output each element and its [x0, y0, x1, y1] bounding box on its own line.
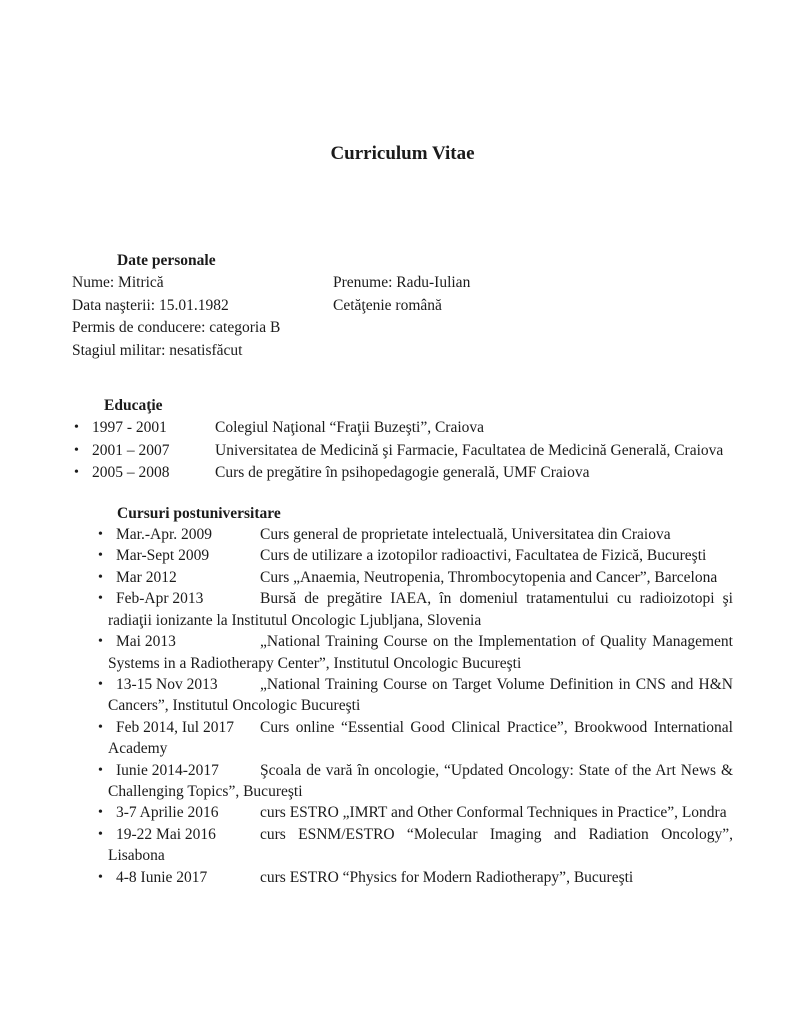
course-item — [98, 824, 733, 867]
section-heading-education: Educaţie — [104, 397, 163, 415]
item-date: Mar-Sept 2009 — [116, 547, 210, 565]
item-date: Feb-Apr 2013 — [116, 590, 204, 608]
education-list — [72, 417, 733, 484]
course-item — [98, 802, 733, 823]
item-description: Curs general de proprietate intelectuală, Universitatea din Craiova — [260, 526, 671, 544]
section-heading-courses: Cursuri postuniversitare — [117, 504, 281, 522]
bullet-icon: • — [98, 719, 103, 735]
item-description: Universitatea de Medicină şi Farmacie, Facultatea de Medicină Generală, Craiova — [215, 441, 724, 459]
item-date: 1997 - 2001 — [92, 419, 167, 437]
item-date: 19-22 Mai 2016 — [116, 825, 216, 843]
item-date: Iunie 2014-2017 — [116, 761, 219, 779]
personal-right-value — [333, 317, 733, 339]
course-item — [98, 567, 733, 588]
bullet-icon: • — [98, 805, 103, 821]
personal-left-value: Permis de conducere: categoria B — [72, 319, 281, 337]
bullet-icon: • — [74, 442, 79, 458]
education-item — [74, 417, 733, 439]
personal-row — [72, 295, 733, 317]
item-description: Colegiul Naţional “Fraţii Buzeşti”, Craiova — [215, 419, 485, 437]
item-date: Feb 2014, Iul 2017 — [116, 718, 234, 736]
education-item — [74, 440, 733, 462]
course-item — [98, 760, 733, 803]
item-description: curs ESNM/ESTRO “Molecular Imaging and Radiation Oncology”, Lisabona — [108, 825, 733, 865]
item-description: Şcoala de vară în oncologie, “Updated Oncology: State of the Art News & Challenging Topics”, Bucureşti — [108, 761, 733, 800]
personal-left-value: Nume: Mitrică — [72, 274, 164, 292]
bullet-icon: • — [98, 826, 103, 842]
personal-right-value — [333, 340, 733, 362]
item-date: 2005 – 2008 — [92, 464, 170, 482]
course-item — [98, 588, 733, 631]
course-item — [98, 674, 733, 717]
bullet-icon: • — [98, 762, 103, 778]
personal-left-value: Stagiul militar: nesatisfăcut — [72, 341, 243, 359]
bullet-icon: • — [98, 869, 103, 885]
item-description: Curs de pregătire în psihopedagogie generală, UMF Craiova — [215, 464, 590, 482]
bullet-icon: • — [98, 527, 103, 543]
item-description: Bursă de pregătire IAEA, în domeniul tratamentului cu radioizotopi şi radiaţii ionizante la Institutul Oncologic Ljubljana, Slovenia — [108, 590, 733, 629]
course-item — [98, 867, 733, 888]
item-date: Mar 2012 — [116, 568, 177, 586]
section-heading-personal: Date personale — [117, 252, 216, 269]
item-description: Curs online “Essential Good Clinical Practice”, Brookwood International Academy — [108, 718, 733, 758]
item-description: curs ESTRO “Physics for Modern Radiotherapy”, Bucureşti — [260, 868, 634, 886]
bullet-icon: • — [74, 420, 79, 436]
course-item — [98, 631, 733, 674]
item-date: Mai 2013 — [116, 633, 176, 651]
item-date: 2001 – 2007 — [92, 441, 170, 459]
bullet-icon: • — [98, 569, 103, 585]
personal-rows — [72, 272, 733, 362]
personal-row — [72, 272, 733, 294]
course-item — [98, 545, 733, 566]
personal-row — [72, 317, 733, 339]
personal-right-value: Prenume: Radu-Iulian — [333, 274, 471, 292]
course-item — [98, 524, 733, 545]
bullet-icon: • — [98, 676, 103, 692]
page-content — [0, 143, 791, 888]
courses-list — [72, 524, 733, 888]
bullet-icon: • — [98, 634, 103, 650]
personal-right-value: Cetăţenie română — [333, 296, 442, 314]
document-title: Curriculum Vitae — [330, 143, 475, 164]
item-date: 4-8 Iunie 2017 — [116, 868, 208, 886]
item-date: 13-15 Nov 2013 — [116, 675, 218, 693]
item-date: 3-7 Aprilie 2016 — [116, 804, 219, 822]
personal-left-value: Data naşterii: 15.01.1982 — [72, 296, 229, 314]
course-item — [98, 717, 733, 760]
bullet-icon: • — [98, 548, 103, 564]
personal-row — [72, 340, 733, 362]
item-description: Curs „Anaemia, Neutropenia, Thrombocytopenia and Cancer”, Barcelona — [260, 568, 718, 586]
item-description: Curs de utilizare a izotopilor radioactivi, Facultatea de Fizică, Bucureşti — [260, 547, 707, 565]
section-personal — [72, 250, 733, 362]
bullet-icon: • — [74, 465, 79, 481]
section-education — [72, 395, 733, 485]
item-description: „National Training Course on the Implementation of Quality Management Systems in a Radiotherapy Center”, Institutul Oncologic Bucureşti — [108, 633, 733, 672]
bullet-icon: • — [98, 591, 103, 607]
item-description: curs ESTRO „IMRT and Other Conformal Techniques in Practice”, Londra — [260, 804, 727, 822]
item-date: Mar.-Apr. 2009 — [116, 526, 213, 544]
item-description: „National Training Course on Target Volume Definition in CNS and H&N Cancers”, Institutul Oncologic Bucureşti — [108, 675, 733, 715]
section-courses — [72, 503, 733, 888]
education-item — [74, 462, 733, 484]
